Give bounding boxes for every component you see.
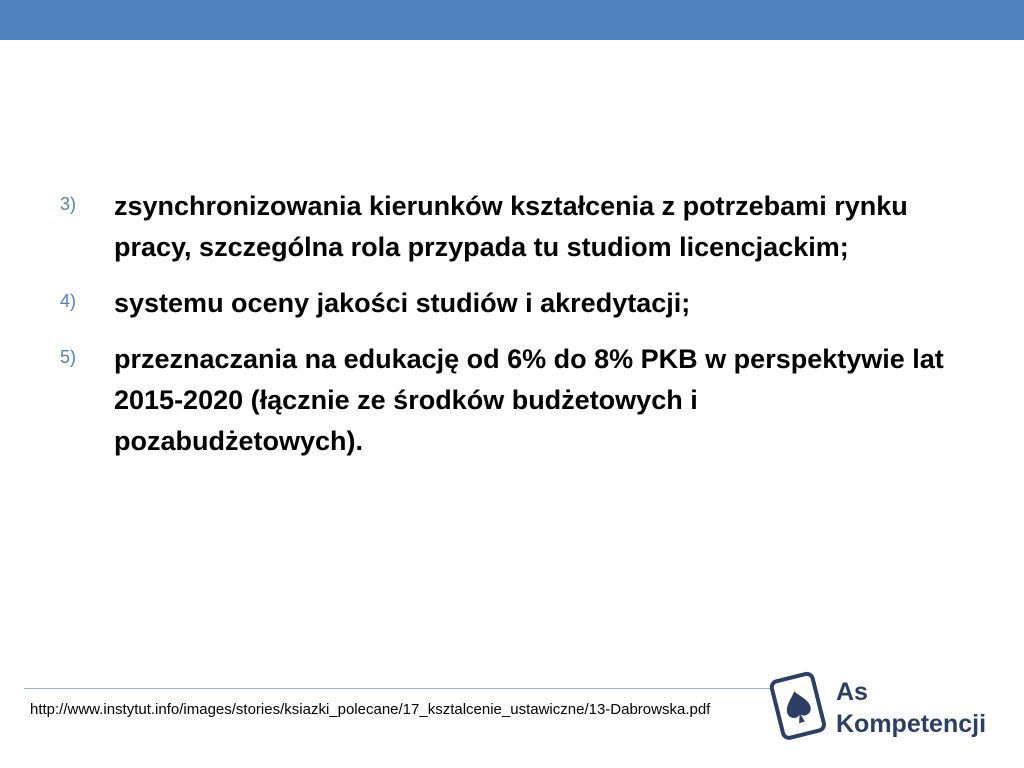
spade-card-icon (770, 668, 834, 748)
footer-divider (24, 688, 788, 689)
footer-source-link[interactable]: http://www.instytut.info/images/stories/ksiazki_polecane/17_ksztalcenie_ustawiczne/13-Dabrowska.pdf (30, 701, 711, 718)
item-text: systemu oceny jakości studiów i akredytacji; (114, 288, 691, 318)
item-text: przeznaczania na edukację od 6% do 8% PKB w perspektywie lat 2015-2020 (łącznie ze środków budżetowych i pozabudżetowych). (114, 344, 944, 456)
item-number: 4) (60, 291, 77, 311)
list-item (60, 339, 960, 462)
logo-line-2: Kompetencji (836, 710, 987, 738)
brand-logo (770, 668, 1010, 752)
item-text: zsynchronizowania kierunków kształcenia z potrzebami rynku pracy, szczególna rola przypada tu studiom licencjackim; (114, 191, 908, 262)
slide-content (60, 186, 960, 477)
item-number: 3) (60, 194, 77, 214)
list-item (60, 283, 960, 324)
logo-line-1: As (836, 678, 868, 706)
top-accent-bar (0, 0, 1024, 40)
logo-wordmark (836, 676, 986, 740)
item-number: 5) (60, 347, 77, 367)
list-item (60, 186, 960, 268)
